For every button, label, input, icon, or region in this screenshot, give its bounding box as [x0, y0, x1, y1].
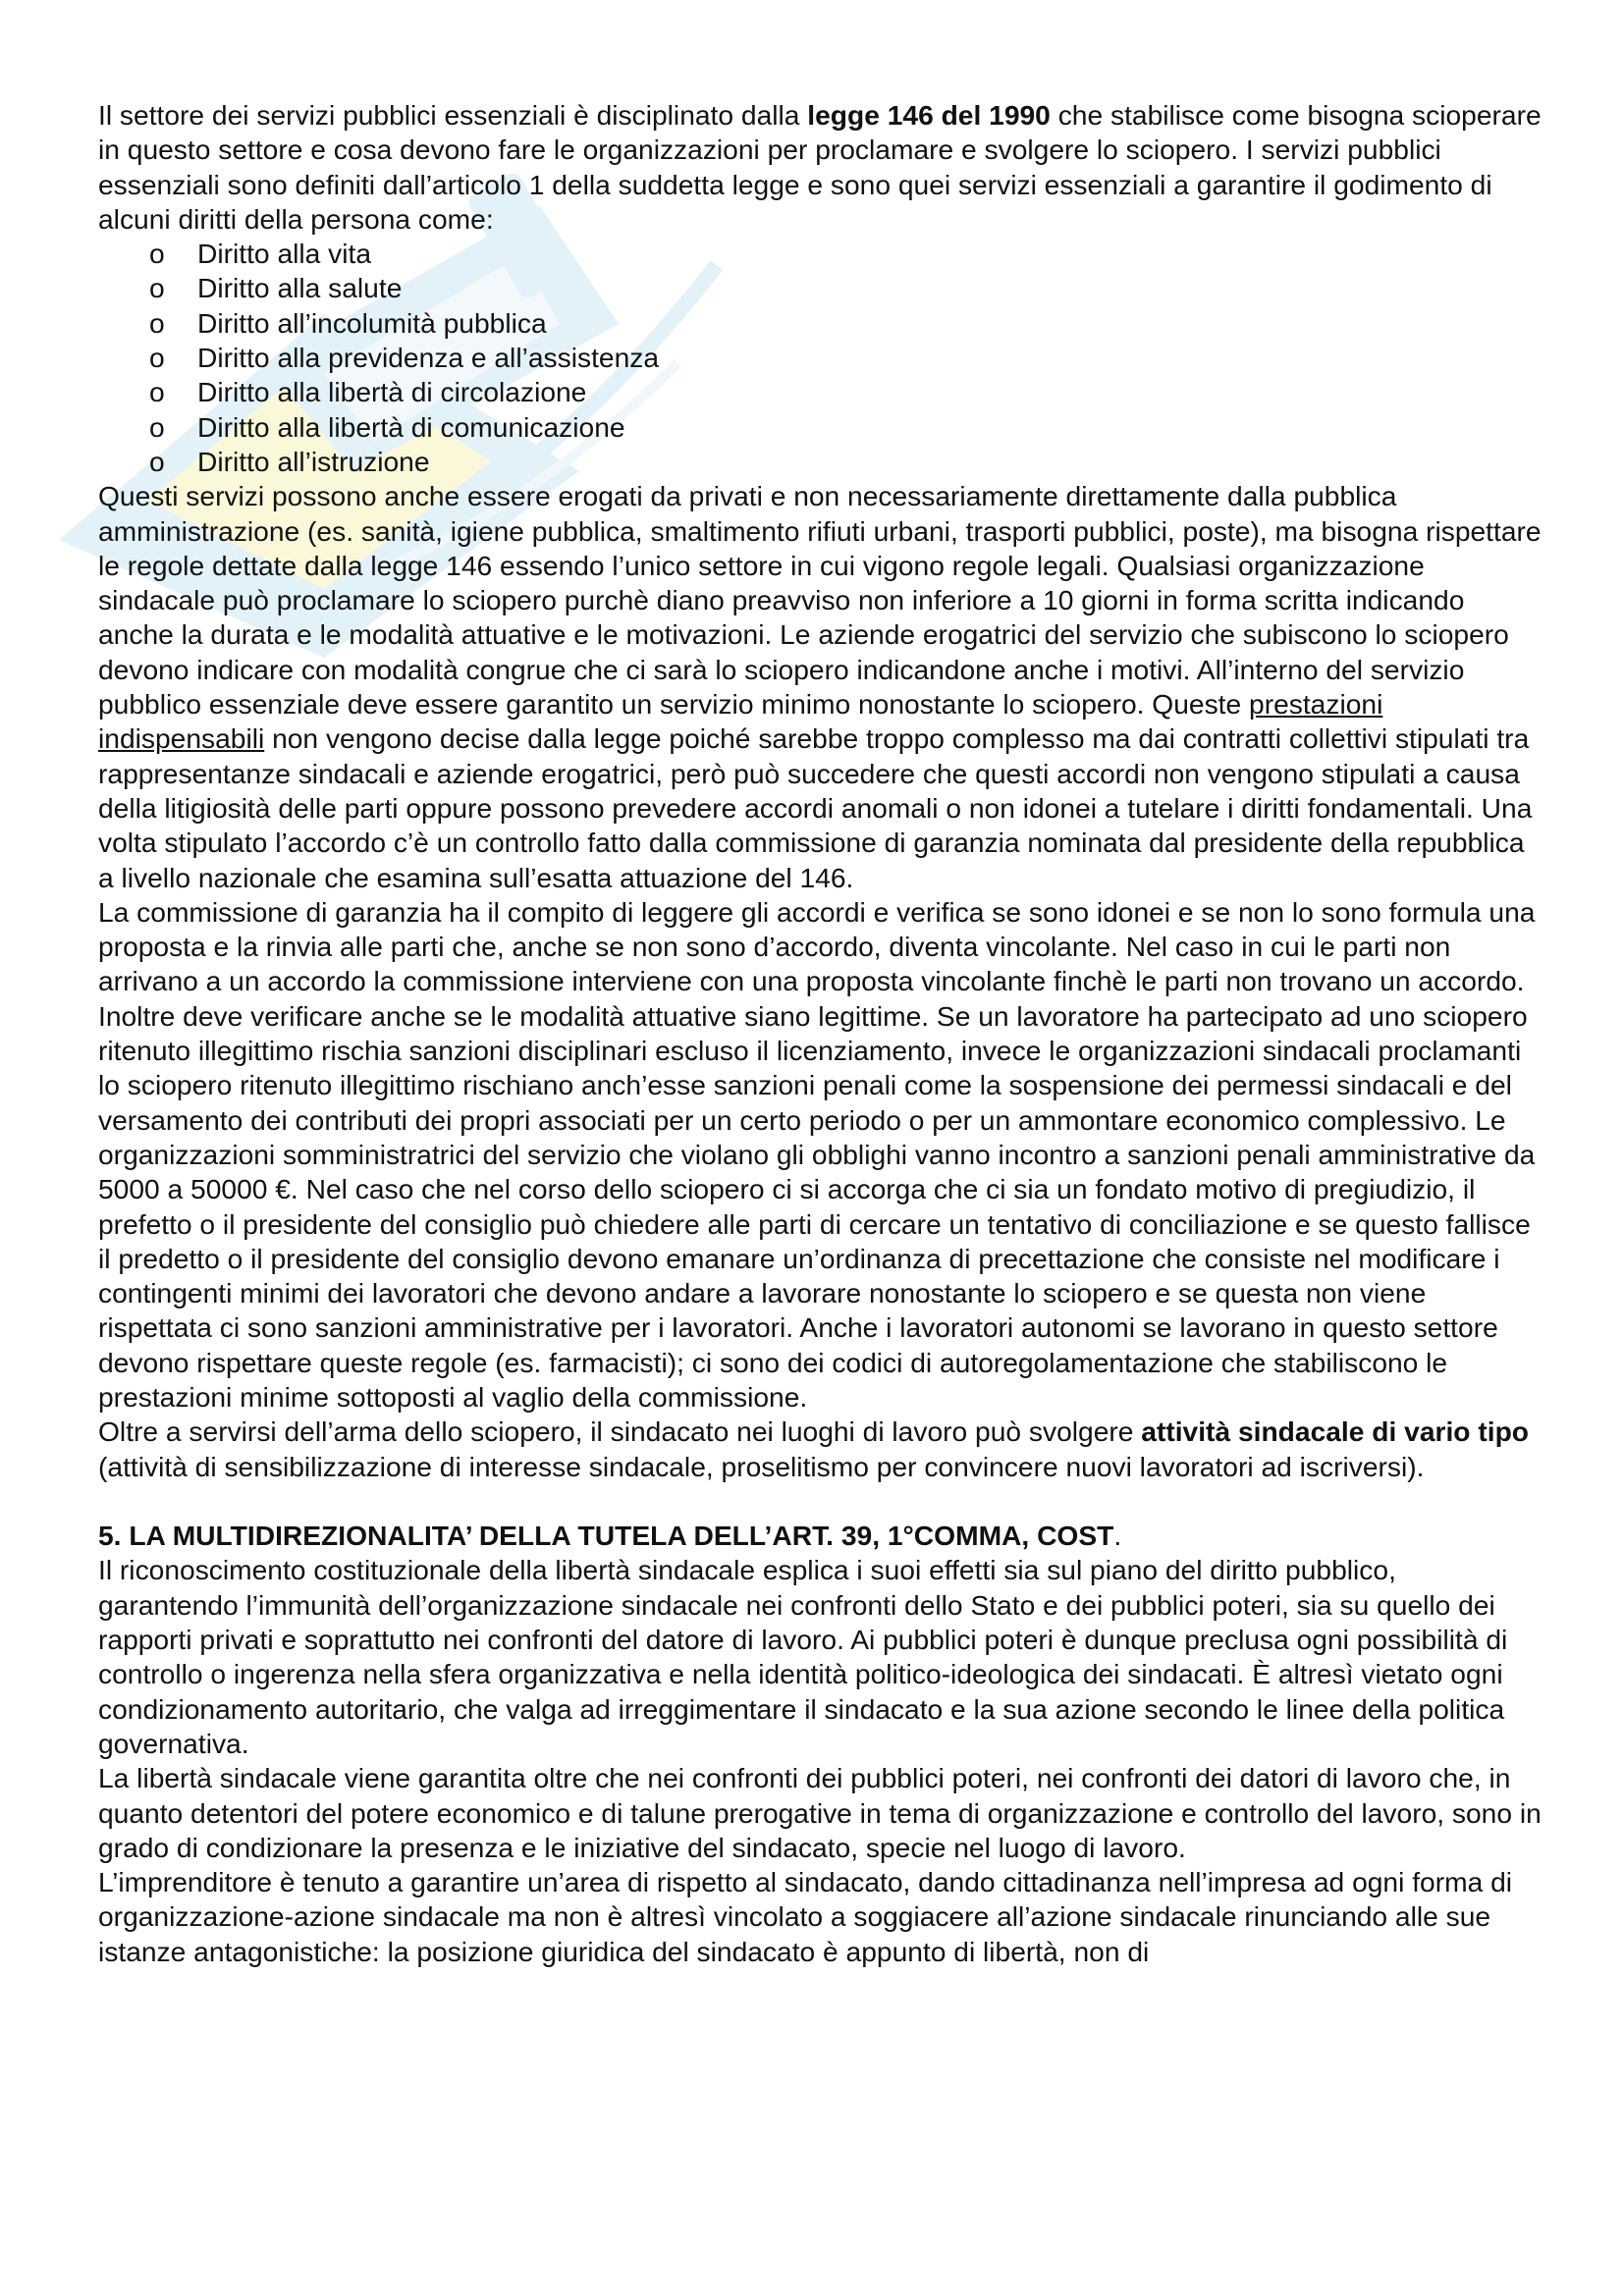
list-item: o Diritto alla previdenza e all’assistenza: [98, 341, 1542, 375]
section-paragraph: La libertà sindacale viene garantita oltre che nei confronti dei pubblici poteri, nei confronti dei datori di lavoro che, in quanto detentori del potere economico e di talune prerogative in tema di organizzazione e controllo del lavoro, sono in grado di condizionare la presenza e le iniziative del sindacato, specie nel luogo di lavoro.: [98, 1762, 1542, 1863]
section-paragraph: L’imprenditore è tenuto a garantire un’area di rispetto al sindacato, dando cittadinanza nell’impresa ad ogni forma di organizzazione-azione sindacale ma non è altresì vincolato a soggiacere all’azione sindacale rinunciando alle sue istanze antagonistiche: la posizione giuridica del sindacato è appunto di libertà, non di: [98, 1866, 1513, 1967]
law-reference: legge 146 del 1990: [807, 99, 1051, 131]
bullet-marker: o: [149, 272, 165, 304]
rights-list: [98, 237, 1542, 479]
services-paragraph: Questi servizi possono anche essere erogati da privati e non necessariamente direttamente dalla pubblica amministrazione (es. sanità, igiene pubblica, smaltimento rifiuti urbani, trasporti pubblici, poste), ma bisogna rispettare le regole dettate dalla legge 146 essendo l’unico settore in cui vigono regole legali. Qualsiasi organizzazione sindacale può proclamare lo sciopero purchè diano preavviso non inferiore a 10 giorni in forma scritta indicando anche la durata e le modalità attuative e le motivazioni. Le aziende erogatrici del servizio che subiscono lo sciopero devono indicare con modalità congrue che ci sarà lo sciopero indicandone anche i motivi. All’interno del servizio pubblico essenziale deve essere garantito un servizio minimo nonostante lo sciopero. Queste prestazioni indispensabili non vengono decise dalla legge poiché sarebbe troppo complesso ma dai contratti collettivi stipulati tra rappresentanze sindacali e aziende erogatrici, però può succedere che questi accordi non vengono stipulati a causa della litigiosità delle parti oppure possono prevedere accordi anomali o non idonei a tutelare i diritti fondamentali. Una volta stipulato l’accordo c’è un controllo fatto dalla commissione di garanzia nominata dal presidente della repubblica a livello nazionale che esamina sull’esatta attuazione del 146.: [98, 480, 1542, 893]
document-body: [98, 98, 1542, 1969]
paragraph-spacer: [98, 1484, 1542, 1519]
bullet-marker: o: [149, 376, 165, 408]
list-item: o Diritto alla salute: [98, 271, 1542, 305]
section-paragraph: Il riconoscimento costituzionale della libertà sindacale esplica i suoi effetti sia sul piano del diritto pubblico, garantendo l’immunità dell’organizzazione sindacale nei confronti dello Stato e dei pubblici poteri, sia su quello dei rapporti privati e soprattutto nei confronti del datore di lavoro. Ai pubblici poteri è dunque preclusa ogni possibilità di controllo o ingerenza nella sfera organizzativa e nella identità politico-ideologica dei sindacati. È altresì vietato ogni condizionamento autoritario, che valga ad irreggimentare il sindacato e la sua azione secondo le linee della politica governativa.: [98, 1554, 1508, 1759]
list-item: o Diritto alla libertà di comunicazione: [98, 410, 1542, 445]
intro-paragraph: Il settore dei servizi pubblici essenziali è disciplinato dalla legge 146 del 1990 che stabilisce come bisogna scioperare in questo settore e cosa devono fare le organizzazioni per proclamare e svolgere lo sciopero. I servizi pubblici essenziali sono definiti dall’articolo 1 della suddetta legge e sono quei servizi essenziali a garantire il godimento di alcuni diritti della persona come:: [98, 99, 1542, 235]
union-activity-term: attività sindacale di vario tipo: [1141, 1415, 1530, 1448]
list-item: o Diritto all’istruzione: [98, 445, 1542, 479]
bullet-marker: o: [149, 410, 165, 443]
list-item: o Diritto all’incolumità pubblica: [98, 306, 1542, 341]
commission-paragraph: La commissione di garanzia ha il compito di leggere gli accordi e verifica se sono idonei e se non lo sono formula una proposta e la rinvia alle parti che, anche se non sono d’accordo, diventa vincolante. Nel caso in cui le parti non arrivano a un accordo la commissione interviene con una proposta vincolante finchè le parti non trovano un accordo. Inoltre deve verificare anche se le modalità attuative siano legittime. Se un lavoratore ha partecipato ad uno sciopero ritenuto illegittimo rischia sanzioni disciplinari escluso il licenziamento, invece le organizzazioni sindacali proclamanti lo sciopero ritenuto illegittimo rischiano anch’esse sanzioni penali come la sospensione dei permessi sindacali e del versamento dei contributi dei propri associati per un certo periodo o per un ammontare economico complessivo. Le organizzazioni somministratrici del servizio che violano gli obblighi vanno incontro a sanzioni penali amministrative da 5000 a 50000 €. Nel caso che nel corso dello sciopero ci si accorga che ci sia un fondato motivo di pregiudizio, il prefetto o il presidente del consiglio può chiedere alle parti di cercare un tentativo di conciliazione e se questo fallisce il predetto o il presidente del consiglio devono emanare un’ordinanza di precettazione che consiste nel modificare i contingenti minimi dei lavoratori che devono andare a lavorare nonostante lo sciopero e se questa non viene rispettata ci sono sanzioni amministrative per i lavoratori. Anche i lavoratori autonomi se lavorano in questo settore devono rispettare queste regole (es. farmacisti); ci sono dei codici di autoregolamentazione che stabiliscono le prestazioni minime sottoposti al vaglio della commissione.: [98, 895, 1536, 1413]
list-item: o Diritto alla vita: [98, 237, 1542, 271]
union-activity-paragraph: Oltre a servirsi dell’arma dello sciopero, il sindacato nei luoghi di lavoro può svolgere attività sindacale di vario tipo (attività di sensibilizzazione di interesse sindacale, proselitismo per convincere nuovi lavoratori ad iscriversi).: [98, 1415, 1530, 1482]
bullet-marker: o: [149, 306, 165, 339]
bullet-marker: o: [149, 238, 165, 270]
bullet-marker: o: [149, 445, 165, 477]
indispensable-services-term: prestazioni indispensabili: [98, 688, 1383, 755]
list-item: o Diritto alla libertà di circolazione: [98, 375, 1542, 409]
bullet-marker: o: [149, 342, 165, 374]
section-heading: 5. LA MULTIDIREZIONALITA’ DELLA TUTELA DELL’ART. 39, 1°COMMA, COST.: [98, 1520, 1122, 1552]
